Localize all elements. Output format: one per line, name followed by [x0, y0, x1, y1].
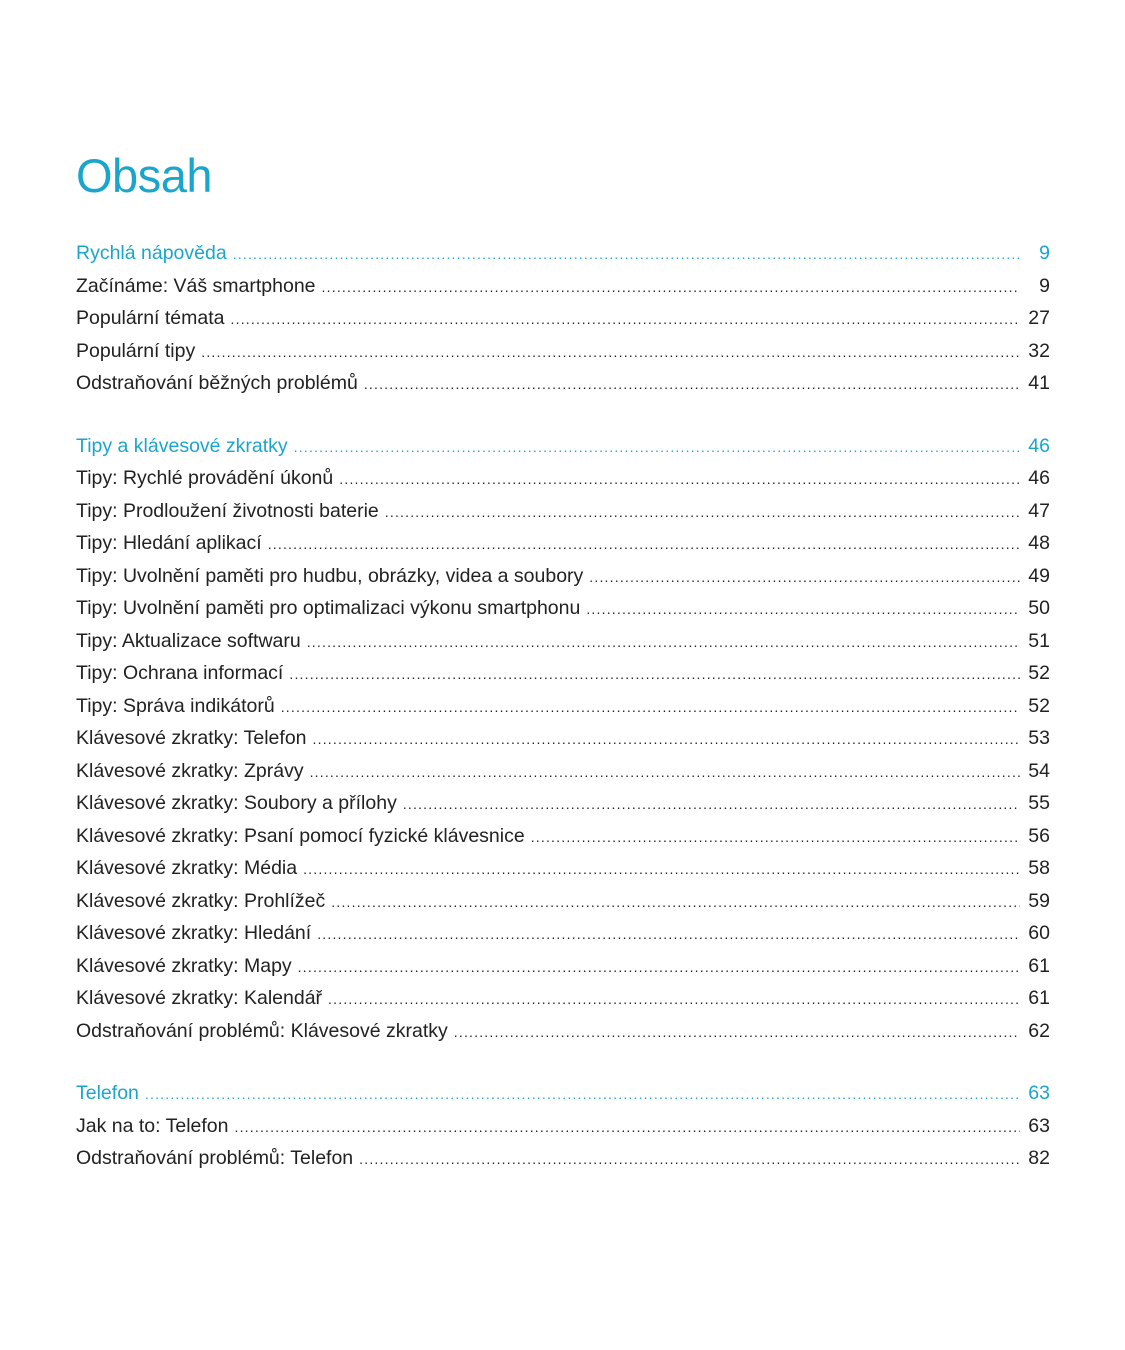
toc-entry[interactable] [76, 657, 1050, 690]
toc-section-heading[interactable] [76, 237, 1050, 270]
toc-entry[interactable] [76, 1015, 1050, 1048]
dot-leader [307, 626, 1020, 659]
dot-leader [359, 1143, 1020, 1176]
dot-leader [294, 431, 1020, 464]
toc-entry[interactable] [76, 885, 1050, 918]
dot-leader [313, 723, 1020, 756]
toc-entry[interactable] [76, 755, 1050, 788]
page-number: 32 [1028, 339, 1050, 362]
dot-leader [454, 1016, 1020, 1049]
dot-leader [231, 303, 1020, 336]
page-number: 53 [1028, 727, 1050, 749]
page-number: 62 [1028, 1019, 1050, 1042]
toc-entry[interactable] [76, 1142, 1050, 1175]
page-number: 27 [1028, 307, 1050, 329]
toc-section-heading[interactable] [76, 1077, 1050, 1110]
toc-entry-label: Klávesové zkratky: Telefon [76, 727, 307, 749]
page-number: 55 [1028, 792, 1050, 814]
toc-entry-label: Tipy: Prodloužení životnosti baterie [76, 499, 379, 522]
toc-entry-label: Tipy: Hledání aplikací [76, 532, 262, 554]
page-number: 63 [1028, 1114, 1050, 1137]
dot-leader [589, 561, 1020, 594]
toc-heading-label: Tipy a klávesové zkratky [76, 434, 288, 457]
toc-entry[interactable] [76, 495, 1050, 528]
toc-entry-label: Tipy: Ochrana informací [76, 662, 284, 684]
toc-entry[interactable] [76, 787, 1050, 820]
page-number: 51 [1028, 629, 1050, 652]
toc-entry-label: Klávesové zkratky: Kalendář [76, 987, 323, 1009]
toc-entry[interactable] [76, 270, 1050, 303]
toc-entry-label: Začínáme: Váš smartphone [76, 274, 316, 297]
toc-entry-label: Odstraňování běžných problémů [76, 372, 358, 394]
toc-entry-label: Klávesové zkratky: Média [76, 857, 298, 879]
toc-entry-label: Klávesové zkratky: Mapy [76, 954, 292, 977]
toc-entry-label: Odstraňování problémů: Klávesové zkratky [76, 1019, 448, 1042]
page-number: 58 [1028, 857, 1050, 879]
toc-entry[interactable] [76, 1110, 1050, 1143]
toc-entry-label: Klávesové zkratky: Soubory a přílohy [76, 792, 397, 814]
toc-section-heading[interactable] [76, 430, 1050, 463]
toc-entry[interactable] [76, 527, 1050, 560]
dot-leader [310, 756, 1020, 789]
toc-entry-label: Odstraňování problémů: Telefon [76, 1147, 354, 1169]
toc-entry[interactable] [76, 820, 1050, 853]
page-number: 9 [1039, 274, 1050, 297]
page-number: 59 [1028, 889, 1050, 912]
toc-entry[interactable] [76, 462, 1050, 495]
toc-entry-label: Klávesové zkratky: Zprávy [76, 759, 304, 782]
toc-entry[interactable] [76, 982, 1050, 1015]
dot-leader [331, 886, 1020, 919]
toc-section [76, 237, 1050, 400]
dot-leader [339, 463, 1020, 496]
dot-leader [322, 271, 1020, 304]
toc-entry-label: Klávesové zkratky: Prohlížeč [76, 889, 326, 912]
dot-leader [233, 238, 1020, 271]
toc-entry[interactable] [76, 335, 1050, 368]
dot-leader [281, 691, 1020, 724]
page-number: 49 [1028, 564, 1050, 587]
dot-leader [268, 528, 1020, 561]
page-number: 60 [1028, 922, 1050, 944]
toc-entry-label: Populární tipy [76, 339, 196, 362]
dot-leader [298, 951, 1020, 984]
toc-entry[interactable] [76, 950, 1050, 983]
page-number: 46 [1028, 467, 1050, 489]
page-number: 52 [1028, 694, 1050, 717]
toc-entry-label: Populární témata [76, 307, 225, 329]
page-number: 61 [1028, 987, 1050, 1009]
dot-leader [364, 368, 1020, 401]
page-number: 61 [1028, 954, 1050, 977]
dot-leader [403, 788, 1020, 821]
toc-entry[interactable] [76, 852, 1050, 885]
dot-leader [586, 593, 1020, 626]
toc-entry-label: Jak na to: Telefon [76, 1114, 229, 1137]
dot-leader [385, 496, 1020, 529]
dot-leader [317, 918, 1020, 951]
page-number: 48 [1028, 532, 1050, 554]
page-title: Obsah [76, 149, 212, 202]
table-of-contents [76, 237, 1050, 1205]
toc-entry-label: Tipy: Správa indikátorů [76, 694, 275, 717]
toc-entry-label: Klávesové zkratky: Psaní pomocí fyzické klávesnice [76, 824, 525, 847]
toc-entry-label: Tipy: Aktualizace softwaru [76, 629, 301, 652]
page-number: 50 [1028, 597, 1050, 619]
toc-entry[interactable] [76, 690, 1050, 723]
page-number: 63 [1028, 1082, 1050, 1104]
page-number: 9 [1039, 242, 1050, 264]
toc-entry[interactable] [76, 917, 1050, 950]
page-number: 54 [1028, 759, 1050, 782]
page-number: 41 [1028, 372, 1050, 394]
page-number: 56 [1028, 824, 1050, 847]
dot-leader [201, 336, 1020, 369]
toc-entry[interactable] [76, 722, 1050, 755]
dot-leader [303, 853, 1020, 886]
page-number: 82 [1028, 1147, 1050, 1169]
toc-entry[interactable] [76, 302, 1050, 335]
toc-entry[interactable] [76, 367, 1050, 400]
toc-heading-label: Rychlá nápověda [76, 242, 227, 264]
toc-entry-label: Tipy: Uvolnění paměti pro optimalizaci výkonu smartphonu [76, 597, 581, 619]
page-number: 46 [1028, 434, 1050, 457]
dot-leader [289, 658, 1020, 691]
toc-section [76, 1077, 1050, 1175]
dot-leader [145, 1078, 1020, 1111]
toc-heading-label: Telefon [76, 1082, 139, 1104]
dot-leader [235, 1111, 1021, 1144]
dot-leader [328, 983, 1020, 1016]
toc-entry[interactable] [76, 625, 1050, 658]
page-number: 52 [1028, 662, 1050, 684]
toc-section [76, 430, 1050, 1048]
toc-entry-label: Tipy: Uvolnění paměti pro hudbu, obrázky, videa a soubory [76, 564, 584, 587]
toc-entry[interactable] [76, 592, 1050, 625]
toc-entry[interactable] [76, 560, 1050, 593]
toc-entry-label: Klávesové zkratky: Hledání [76, 922, 312, 944]
page-number: 47 [1028, 499, 1050, 522]
dot-leader [531, 821, 1020, 854]
toc-entry-label: Tipy: Rychlé provádění úkonů [76, 467, 334, 489]
